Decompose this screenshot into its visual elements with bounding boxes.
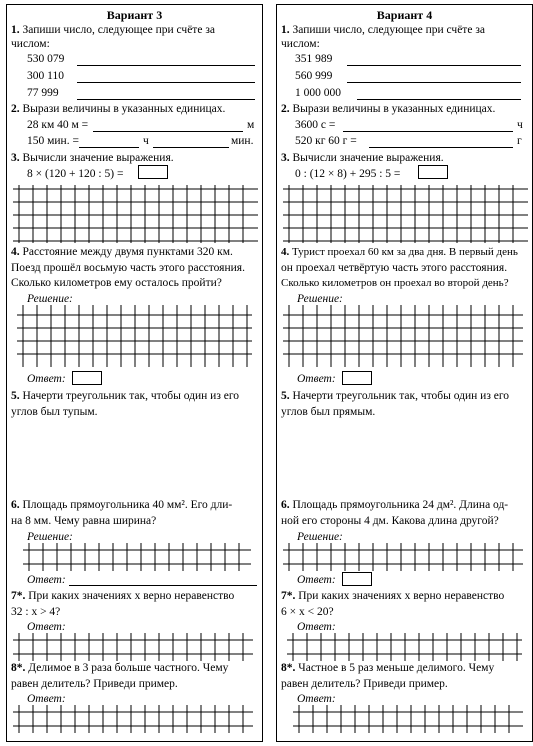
expression: 8 × (120 + 120 : 5) = (27, 168, 124, 180)
number-item: 300 110 (27, 70, 64, 82)
expression: 0 : (12 × 8) + 295 : 5 = (295, 168, 401, 180)
question-7-cont: 32 : x > 4? (11, 606, 61, 618)
conversion-row: 3600 с = (295, 119, 336, 131)
number-item: 1 000 000 (295, 87, 341, 99)
solution-grid[interactable] (17, 305, 252, 367)
number-item: 351 989 (295, 53, 333, 65)
answer-line[interactable] (357, 99, 521, 100)
answer-label: Ответ: (297, 574, 336, 586)
answer-label: Ответ: (27, 373, 66, 385)
question-1-cont: числом: (11, 38, 50, 50)
answer-line[interactable] (369, 147, 513, 148)
answer-line[interactable] (153, 147, 229, 148)
question-6-cont: ной его стороны 4 дм. Какова длина другой? (281, 515, 499, 527)
number-item: 77 999 (27, 87, 59, 99)
question-5: 5. Начерти треугольник так, чтобы один из его (281, 390, 510, 402)
solution-label: Решение: (297, 531, 343, 543)
variant-4-card (276, 4, 533, 742)
answer-label: Ответ: (27, 621, 66, 633)
answer-label: Ответ: (297, 373, 336, 385)
answer-grid[interactable] (293, 705, 523, 733)
unit-label: ч (143, 135, 149, 147)
solution-label: Решение: (27, 531, 73, 543)
answer-grid[interactable] (287, 633, 522, 661)
answer-line[interactable] (77, 99, 255, 100)
answer-box[interactable] (138, 165, 168, 179)
solution-label: Решение: (297, 293, 343, 305)
question-3: 3. Вычисли значение выражения. (281, 152, 444, 164)
answer-line[interactable] (347, 65, 521, 66)
question-4-cont: Сколько километров он проехал во второй день? (281, 277, 509, 289)
answer-line[interactable] (347, 82, 521, 83)
question-5-cont: углов был прямым. (281, 406, 376, 418)
question-8-cont: равен делитель? Приведи пример. (11, 678, 178, 690)
question-8-cont: равен делитель? Приведи пример. (281, 678, 448, 690)
question-8: 8*. Делимое в 3 раза больше частного. Чему (11, 662, 229, 674)
work-grid[interactable] (283, 185, 528, 243)
answer-line[interactable] (93, 131, 243, 132)
answer-box[interactable] (418, 165, 448, 179)
question-6: 6. Площадь прямоугольника 40 мм². Его дли- (11, 499, 233, 511)
number-item: 560 999 (295, 70, 333, 82)
variant-title: Вариант 3 (106, 8, 163, 22)
answer-label: Ответ: (297, 621, 336, 633)
variant-title: Вариант 4 (376, 8, 433, 22)
question-7: 7*. При каких значениях x верно неравенство (281, 590, 505, 602)
solution-grid[interactable] (283, 543, 523, 571)
question-4-cont: Поезд прошёл восьмую часть этого расстояния. (11, 262, 245, 274)
solution-grid[interactable] (23, 543, 251, 571)
answer-line[interactable] (343, 131, 513, 132)
number-item: 530 079 (27, 53, 65, 65)
answer-line[interactable] (79, 147, 139, 148)
solution-grid[interactable] (283, 305, 523, 367)
answer-box[interactable] (342, 371, 372, 385)
unit-label: г (517, 135, 522, 147)
conversion-row: 28 км 40 м = (27, 119, 89, 131)
question-2: 2. Вырази величины в указанных единицах. (11, 103, 226, 115)
question-5-cont: углов был тупым. (11, 406, 98, 418)
answer-box[interactable] (342, 572, 372, 586)
question-2: 2. Вырази величины в указанных единицах. (281, 103, 496, 115)
question-4-cont: он проехал четвёртую часть этого расстояния. (281, 262, 508, 274)
question-6-cont: на 8 мм. Чему равна ширина? (11, 515, 157, 527)
question-5: 5. Начерти треугольник так, чтобы один из его (11, 390, 240, 402)
answer-grid[interactable] (13, 705, 253, 733)
question-1: 1. Запиши число, следующее при счёте за (11, 24, 215, 36)
question-6: 6. Площадь прямоугольника 24 дм². Длина од- (281, 499, 509, 511)
solution-label: Решение: (27, 293, 73, 305)
variant-3-card (6, 4, 263, 742)
question-7: 7*. При каких значениях x верно неравенство (11, 590, 235, 602)
work-grid[interactable] (13, 185, 258, 243)
answer-grid[interactable] (13, 633, 253, 661)
answer-label: Ответ: (27, 693, 66, 705)
unit-label: мин. (231, 135, 254, 147)
unit-label: м (247, 119, 255, 131)
question-3: 3. Вычисли значение выражения. (11, 152, 174, 164)
question-4-cont: Сколько километров ему осталось пройти? (11, 277, 222, 289)
question-1-cont: числом: (281, 38, 320, 50)
answer-box[interactable] (72, 371, 102, 385)
answer-label: Ответ: (297, 693, 336, 705)
answer-line[interactable] (69, 585, 257, 586)
question-8: 8*. Частное в 5 раз меньше делимого. Чему (281, 662, 495, 674)
question-1: 1. Запиши число, следующее при счёте за (281, 24, 485, 36)
unit-label: ч (517, 119, 523, 131)
conversion-row: 150 мин. = (27, 135, 79, 147)
question-7-cont: 6 × x < 20? (281, 606, 334, 618)
answer-label: Ответ: (27, 574, 66, 586)
answer-line[interactable] (77, 65, 255, 66)
answer-line[interactable] (77, 82, 255, 83)
conversion-row: 520 кг 60 г = (295, 135, 357, 147)
question-4: 4. Турист проехал 60 км за два дня. В первый день (281, 246, 518, 258)
question-4: 4. Расстояние между двумя пунктами 320 км. (11, 246, 233, 258)
